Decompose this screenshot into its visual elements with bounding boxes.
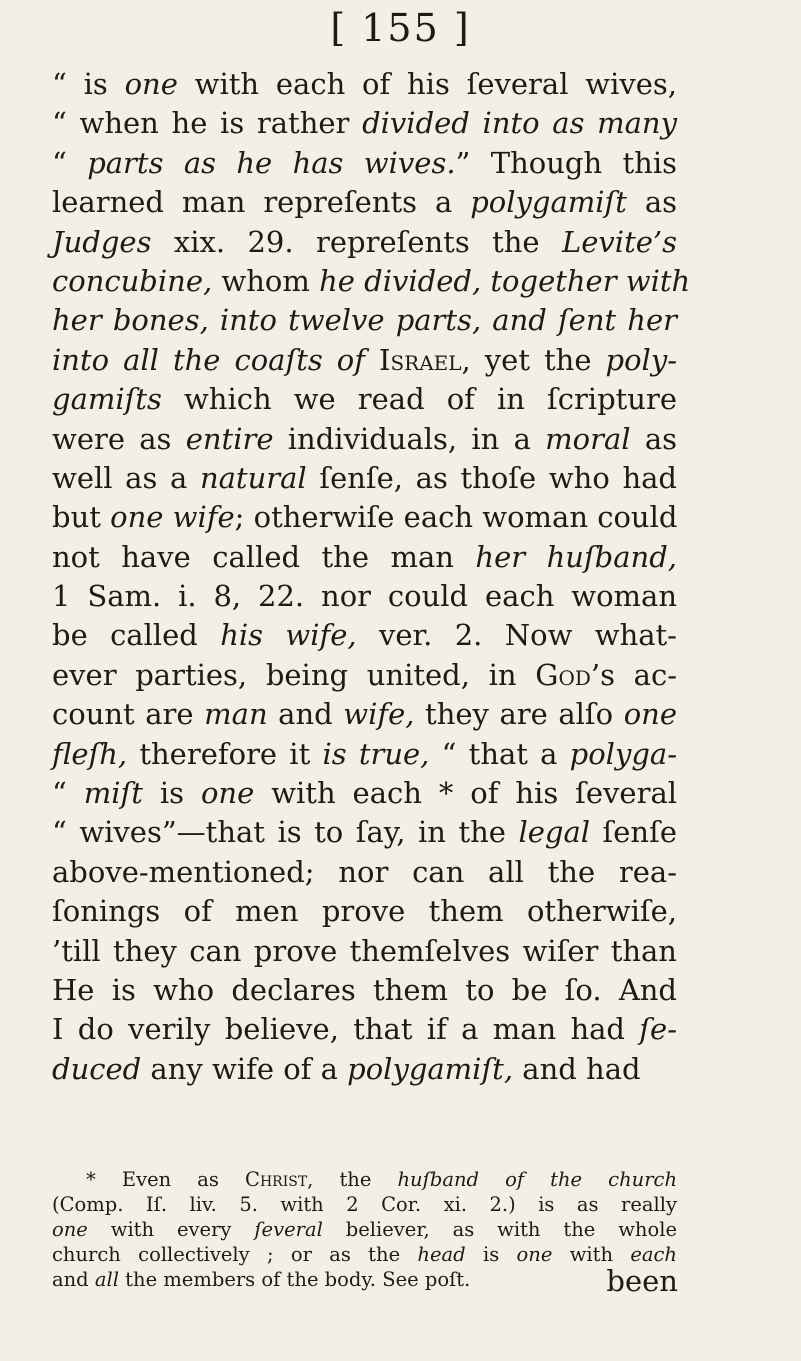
body-line [52, 1010, 677, 1049]
body-line [52, 420, 677, 459]
body-line [52, 223, 677, 262]
body-text: with each * of his ſeveral [254, 776, 678, 811]
body-line [52, 341, 677, 380]
body-text: above-mentioned; nor can all the rea- [52, 854, 677, 889]
body-text: ; otherwiſe each woman could [234, 500, 678, 535]
body-line [52, 774, 677, 813]
body-line [52, 144, 677, 183]
body-line [52, 1050, 677, 1089]
body-text: one [623, 697, 678, 732]
body-text: be called [52, 618, 221, 653]
footnote-text: one [52, 1218, 88, 1241]
body-line [52, 656, 677, 695]
body-line [52, 65, 677, 104]
body-line [52, 262, 691, 301]
body-text: gamiſts [52, 382, 162, 417]
body-text: xix. 29. repreſents the [151, 224, 562, 259]
body-text: is [142, 776, 201, 811]
footnote-text: believer, as with the whole [322, 1218, 677, 1241]
body-text: Levite’s [562, 224, 677, 259]
body-text: therefore it [127, 736, 323, 771]
body-text: 1 Sam. i. 8, 22. nor could each woman [52, 579, 677, 614]
body-line [52, 183, 677, 222]
body-text: I do verily believe, that if a man had [52, 1012, 640, 1047]
body-text: ſenſe, as thoſe who had [306, 460, 677, 495]
body-line [52, 538, 677, 577]
body-text: polygamiſt [470, 185, 627, 220]
footnote-line [52, 1192, 677, 1217]
footnote-text: one [516, 1243, 553, 1266]
body-text: ’s ac- [590, 657, 677, 692]
body-text: one wife [110, 500, 235, 535]
body-text: not have called the man [52, 539, 476, 574]
body-text: which we read of in ſcripture [161, 382, 677, 417]
body-text: divided into as many [362, 106, 677, 141]
body-text: well as a [52, 460, 200, 495]
footnote-text: (Comp. Iſ. liv. 5. with 2 Cor. xi. 2.) is as really [52, 1193, 677, 1216]
body-text: ” Though this [455, 145, 677, 180]
footnote-text: is [465, 1243, 517, 1266]
footnote-text: and [52, 1268, 95, 1291]
body-text: he divided, together with [319, 263, 691, 298]
body-text: one [200, 776, 255, 811]
body-line [52, 301, 677, 340]
body-text: ever parties, being united, in [52, 657, 536, 692]
body-text: wife, [343, 697, 415, 732]
catchword: been [606, 1264, 678, 1298]
body-text: and had [513, 1051, 641, 1086]
body-line [52, 380, 677, 419]
footnote-text: the members of the body. See poſt. [118, 1268, 471, 1291]
body-text: “ [52, 145, 88, 180]
body-text: polyga- [569, 736, 677, 771]
body-line [52, 577, 677, 616]
body-text: but [52, 500, 111, 535]
body-line [52, 735, 677, 774]
body-text: miſt [83, 776, 143, 811]
footnote-text: all [94, 1268, 119, 1291]
body-text: her bones, into twelve parts, and ſent her [52, 303, 677, 338]
body-text: “ when he is rather [52, 106, 363, 141]
body-text: concubine, [52, 263, 213, 298]
body-text: ’till they can prove themſelves wiſer than [52, 933, 677, 968]
page-number: [ 155 ] [330, 6, 471, 50]
body-text: individuals, in a [273, 421, 546, 456]
body-line [52, 892, 677, 931]
footnote-text: , the [307, 1168, 398, 1191]
body-text: entire [185, 421, 274, 456]
body-text: they are alſo [414, 697, 624, 732]
body-text: parts as he has wives. [87, 145, 456, 180]
body-text: were as [52, 421, 186, 456]
body-text: , yet the [461, 342, 606, 377]
body-line [52, 932, 677, 971]
body-text: man [204, 697, 268, 732]
body-text: as [630, 421, 677, 456]
body-line [52, 498, 677, 537]
body-text: Judges [52, 224, 152, 259]
body-line [52, 853, 677, 892]
body-line [52, 616, 677, 655]
footnote-text: each [630, 1243, 677, 1266]
body-text: ſonings of men prove them otherwiſe, [52, 894, 677, 929]
body-text: moral [545, 421, 631, 456]
footnote-text: Christ [245, 1168, 308, 1191]
footnote-line [52, 1167, 677, 1192]
body-text: God [535, 657, 591, 692]
footnote-text: * Even as [86, 1168, 246, 1191]
body-line [52, 971, 677, 1010]
body-text: fleſh, [52, 736, 128, 771]
body-text: He is who declares them to be ſo. And [52, 972, 677, 1007]
body-text: ſenſe [590, 815, 678, 850]
footnote-text: head [417, 1243, 466, 1266]
body-text: ver. 2. Now what- [356, 618, 677, 653]
footnote-text: church collectively ; or as the [52, 1243, 418, 1266]
body-text: poly- [605, 342, 677, 377]
body-text: “ that a [429, 736, 570, 771]
footnote-line [52, 1217, 677, 1242]
body-text: his wife, [220, 618, 357, 653]
body-text: natural [199, 460, 307, 495]
body-text: and [267, 697, 344, 732]
main-text [52, 65, 691, 1089]
body-text: Israel [378, 342, 462, 377]
body-text: is true, [322, 736, 430, 771]
body-text: duced [52, 1051, 142, 1086]
body-line [52, 813, 677, 852]
body-line [52, 459, 677, 498]
body-text: any wife of a [141, 1051, 348, 1086]
body-text: ſe- [639, 1012, 677, 1047]
body-line [52, 104, 677, 143]
footnote-text: ſeveral [254, 1218, 323, 1241]
footnote-text: with every [87, 1218, 255, 1241]
body-text: “ [52, 776, 84, 811]
body-text: “ wives”—that is to ſay, in the [52, 815, 519, 850]
body-text: polygamiſt, [347, 1051, 514, 1086]
footnote-text: huſband of the church [397, 1168, 678, 1191]
body-text: count are [52, 697, 205, 732]
body-text: into all the coaſts of [52, 342, 365, 377]
body-text: learned man repreſents a [52, 185, 471, 220]
footnote-text: with [552, 1243, 631, 1266]
body-text: as [626, 185, 678, 220]
body-text: “ is [52, 67, 125, 101]
body-text: her huſband, [475, 539, 677, 574]
body-text: whom [212, 263, 320, 298]
body-text: with each of his ſeveral wives, [177, 67, 678, 101]
body-text [365, 343, 379, 377]
body-line [52, 695, 677, 734]
body-text: one [124, 67, 178, 101]
body-text: legal [518, 815, 591, 850]
